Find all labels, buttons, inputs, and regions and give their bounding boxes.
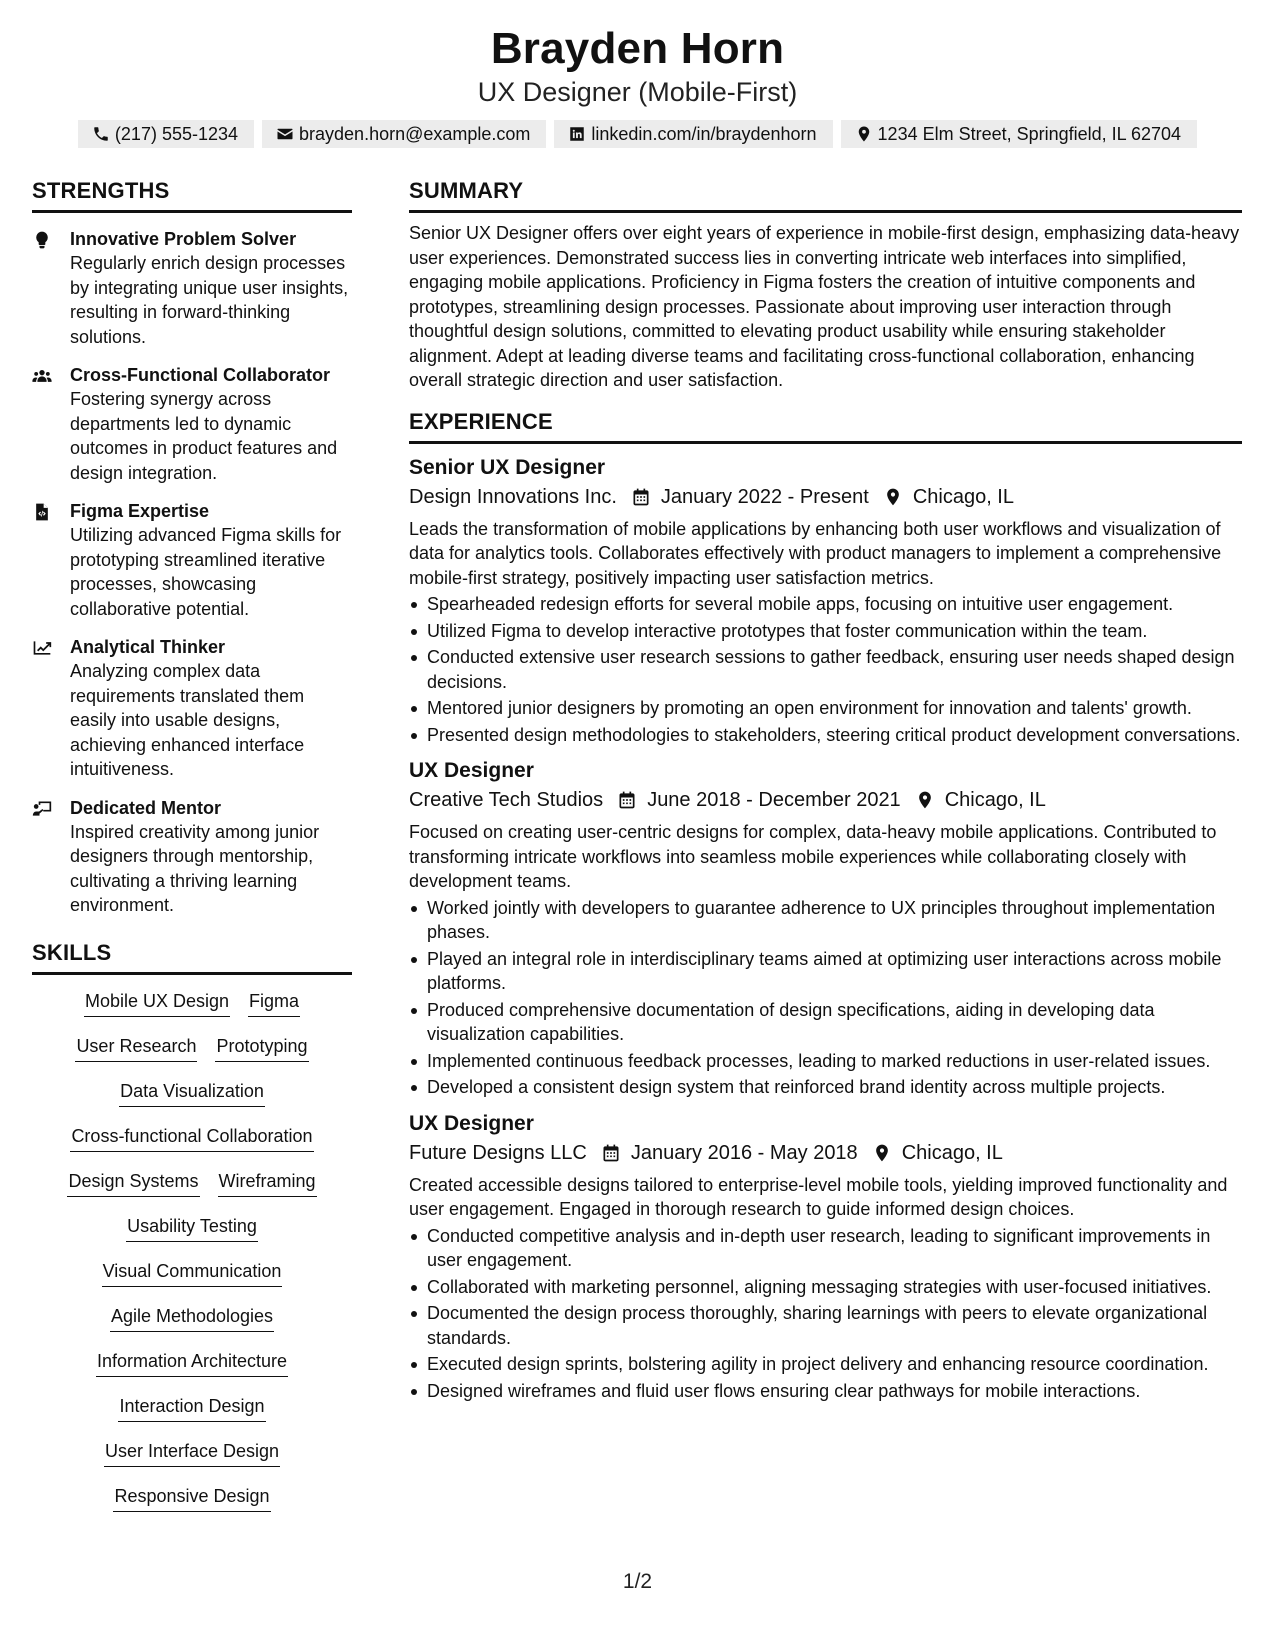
chalkboard-teacher-icon	[32, 796, 70, 918]
job-meta	[409, 785, 1242, 815]
bullet-item: Conducted extensive user research sessions to gather feedback, ensuring user needs shaped design decisions.	[409, 645, 1242, 694]
bullet-item: Designed wireframes and fluid user flows ensuring clear pathways for mobile interactions.	[409, 1379, 1242, 1404]
code-file-icon	[32, 499, 70, 621]
job-description: Focused on creating user-centric designs for complex, data-heavy mobile applications. Contributed to transforming intricate workflows into seamless mobile experiences while collaborating closely with development teams.	[409, 822, 1217, 891]
bullet-item: Executed design sprints, bolstering agility in project delivery and enhancing resource coordination.	[409, 1352, 1242, 1377]
candidate-title: UX Designer (Mobile-First)	[477, 77, 798, 107]
strength-item	[32, 227, 352, 349]
strength-item	[32, 635, 352, 782]
job-description: Leads the transformation of mobile applications by enhancing both user workflows and visualization of data for analytics tools. Collaborates effectively with product managers to implement a comprehensive mobile-first strategy, positively impacting user satisfaction metrics.	[409, 518, 1222, 588]
right-column	[409, 178, 1242, 1403]
bullet-item: Utilized Figma to develop interactive prototypes that foster communication within the team.	[409, 619, 1242, 644]
map-pin-icon	[901, 790, 945, 810]
job-meta	[409, 1138, 1242, 1168]
calendar-icon	[617, 487, 661, 507]
contact-text: 1234 Elm Street, Springfield, IL 62704	[877, 123, 1182, 144]
resume-header	[0, 22, 1275, 148]
skill-tag: Figma	[248, 989, 300, 1017]
lightbulb-icon	[32, 227, 70, 349]
skill-tag: User Interface Design	[104, 1439, 280, 1467]
skill-tag: Design Systems	[67, 1169, 199, 1197]
skills-heading: SKILLS	[32, 940, 352, 975]
bullet-item: Mentored junior designers by promoting an open environment for innovation and talents' growth.	[409, 696, 1242, 721]
bullet-item: Developed a consistent design system that reinforced brand identity across multiple projects.	[409, 1075, 1242, 1100]
envelope-icon	[276, 125, 294, 143]
job-dates: June 2018 - December 2021	[647, 789, 901, 811]
experience-list	[409, 454, 1242, 1404]
strength-desc: Analyzing complex data requirements translated them easily into usable designs, achieving enhanced interface intuitiveness.	[70, 661, 305, 779]
job-company: Future Designs LLC	[409, 1141, 587, 1164]
job-location: Chicago, IL	[912, 485, 1014, 508]
contact-bar	[0, 120, 1275, 148]
bullet-item: Presented design methodologies to stakeholders, steering critical product development conversations.	[409, 723, 1242, 748]
skill-tag: Usability Testing	[126, 1214, 258, 1242]
skill-tag: Interaction Design	[118, 1394, 265, 1422]
strength-item	[32, 363, 352, 485]
strength-name: Dedicated Mentor	[70, 797, 222, 818]
skill-row	[32, 1034, 352, 1079]
contact-item	[841, 120, 1198, 148]
experience-heading: EXPERIENCE	[409, 409, 1242, 444]
skill-tag: Information Architecture	[96, 1349, 288, 1377]
bullet-item: Played an integral role in interdisciplinary teams aimed at optimizing user interactions across mobile platforms.	[409, 947, 1242, 996]
strength-name: Innovative Problem Solver	[70, 229, 297, 249]
skill-row	[32, 1304, 352, 1349]
contact-item	[262, 120, 546, 148]
skills-list	[32, 989, 352, 1529]
job-entry	[409, 1110, 1242, 1404]
job-bullets	[409, 1224, 1242, 1404]
skill-row	[32, 989, 352, 1034]
job-description: Created accessible designs tailored to enterprise-level mobile tools, yielding improved functionality and user engagement. Engaged in thorough research to guide informed design choices.	[409, 1174, 1228, 1219]
strength-desc: Regularly enrich design processes by integrating unique user insights, resulting in forward-thinking solutions.	[70, 253, 349, 347]
bullet-item: Documented the design process thoroughly, sharing learnings with peers to elevate organizational standards.	[409, 1301, 1242, 1350]
job-dates: January 2022 - Present	[660, 485, 869, 508]
bullet-item: Implemented continuous feedback processes, leading to marked reductions in user-related issues.	[409, 1049, 1242, 1074]
job-meta	[409, 482, 1242, 512]
skill-row	[32, 1259, 352, 1304]
bullet-item: Spearheaded redesign efforts for several mobile apps, focusing on intuitive user engagement.	[409, 592, 1242, 617]
skill-row	[32, 1124, 352, 1169]
calendar-icon	[603, 790, 647, 810]
bullet-item: Produced comprehensive documentation of design specifications, aiding in developing data visualization capabilities.	[409, 998, 1242, 1047]
map-pin-icon	[869, 487, 913, 507]
strength-item	[32, 796, 352, 918]
skill-tag: Prototyping	[215, 1034, 308, 1062]
left-column	[32, 178, 352, 1529]
skill-row	[32, 1214, 352, 1259]
calendar-icon	[587, 1143, 631, 1163]
strength-name: Cross-Functional Collaborator	[70, 365, 331, 385]
skill-row	[32, 1439, 352, 1484]
bullet-item: Conducted competitive analysis and in-depth user research, leading to significant improvements in user engagement.	[409, 1224, 1242, 1273]
strength-item	[32, 499, 352, 621]
strength-desc: Utilizing advanced Figma skills for prototyping streamlined iterative processes, showcasing collaborative potential.	[70, 525, 342, 619]
contact-item	[554, 120, 832, 148]
skill-row	[32, 1079, 352, 1124]
summary-text: Senior UX Designer offers over eight years of experience in mobile-first design, emphasizing data-heavy user experiences. Demonstrated success lies in converting intricate web interfaces into simplified, engaging mobile applications. Proficiency in Figma fosters the creation of intuitive components and prototypes, streamlining design processes. Passionate about improving user interaction through thoughtful design solutions, committed to elevating product usability while ensuring stakeholder alignment. Adept at leading diverse teams and facilitating cross-functional collaboration, enhancing overall strategic direction and user satisfaction.	[409, 223, 1240, 390]
job-company: Design Innovations Inc.	[409, 485, 617, 508]
strength-desc: Fostering synergy across departments led to dynamic outcomes in product features and design integration.	[70, 389, 338, 483]
bullet-item: Worked jointly with developers to guarantee adherence to UX principles throughout implementation phases.	[409, 896, 1242, 945]
skill-tag: Wireframing	[218, 1169, 317, 1197]
strengths-heading: STRENGTHS	[32, 178, 352, 213]
skill-row	[32, 1394, 352, 1439]
linkedin-icon	[568, 125, 586, 143]
candidate-name: Brayden Horn	[490, 24, 785, 73]
skill-row	[32, 1169, 352, 1214]
skill-tag: Responsive Design	[113, 1484, 270, 1512]
job-entry	[409, 757, 1242, 1100]
bullet-item: Collaborated with marketing personnel, aligning messaging strategies with user-focused initiatives.	[409, 1275, 1242, 1300]
job-location: Chicago, IL	[944, 789, 1046, 811]
skill-tag: Mobile UX Design	[84, 989, 230, 1017]
job-dates: January 2016 - May 2018	[630, 1141, 858, 1164]
skill-tag: User Research	[75, 1034, 197, 1062]
contact-item	[78, 120, 254, 148]
strengths-list	[32, 227, 352, 918]
map-pin-icon	[855, 125, 873, 143]
job-entry	[409, 454, 1242, 748]
page-number: 1/2	[622, 1570, 653, 1593]
strength-name: Analytical Thinker	[70, 637, 226, 657]
chart-line-icon	[32, 635, 70, 782]
skill-tag: Visual Communication	[102, 1259, 283, 1287]
users-icon	[32, 363, 70, 485]
job-company: Creative Tech Studios	[409, 789, 604, 811]
job-title: UX Designer	[409, 759, 534, 782]
job-bullets	[409, 896, 1242, 1100]
skill-row	[32, 1349, 352, 1394]
contact-text: linkedin.com/in/braydenhorn	[591, 123, 817, 144]
skill-tag: Cross-functional Collaboration	[70, 1124, 313, 1152]
strength-name: Figma Expertise	[70, 501, 210, 521]
job-title: UX Designer	[409, 1111, 534, 1135]
summary-heading: SUMMARY	[409, 178, 1242, 213]
map-pin-icon	[858, 1143, 902, 1163]
skill-tag: Data Visualization	[119, 1079, 265, 1107]
contact-text: (217) 555-1234	[114, 123, 239, 144]
skill-tag: Agile Methodologies	[110, 1304, 274, 1332]
job-bullets	[409, 592, 1242, 747]
job-location: Chicago, IL	[901, 1141, 1003, 1164]
skill-row	[32, 1484, 352, 1529]
strength-desc: Inspired creativity among junior designers through mentorship, cultivating a thriving learning environment.	[70, 821, 320, 915]
phone-icon	[92, 125, 110, 143]
job-title: Senior UX Designer	[409, 455, 606, 479]
contact-text: brayden.horn@example.com	[299, 123, 531, 144]
